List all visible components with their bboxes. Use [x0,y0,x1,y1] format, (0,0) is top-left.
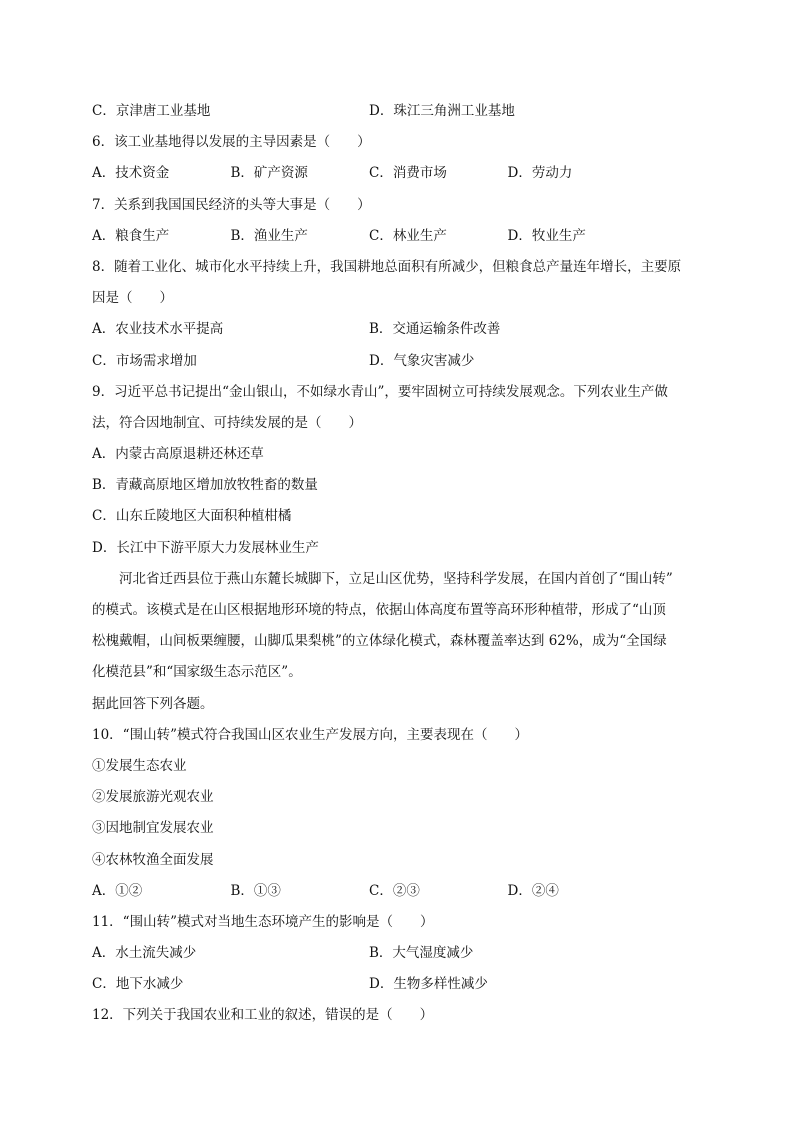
q9-stem-line-2: 法，符合因地制宜、可持续发展的是（ ） [92,414,362,431]
q10-option-c[interactable]: C．②③ [369,882,420,899]
q10-statement-1: ①发展生态农业 [92,757,187,774]
q10-option-a[interactable]: A．①② [92,882,143,899]
q10-options [92,876,708,907]
q8-options-row-1 [92,314,708,345]
q7-option-c[interactable]: C．林业生产 [369,227,447,244]
q5-option-d[interactable]: D．珠江三角洲工业基地 [369,103,515,119]
q7-option-a[interactable]: A．粮食生产 [92,227,170,244]
q11-option-c[interactable]: C．地下水减少 [92,976,184,993]
q7-option-d[interactable]: D．牧业生产 [507,227,586,244]
q6-option-c[interactable]: C．消费市场 [369,165,447,182]
q11-options-row-2 [92,969,708,1000]
q10-stem: 10．“围山转”模式符合我国山区农业生产发展方向，主要表现在（ ） [92,726,528,743]
q8-stem-line-2: 因是（ ） [92,290,173,307]
q10-statement-3: ③因地制宜发展农业 [92,820,214,837]
q7-option-b[interactable]: B．渔业生产 [230,227,308,244]
q10-option-b[interactable]: B．①③ [230,882,281,899]
q9-option-a[interactable]: A．内蒙古高原退耕还林还草 [92,446,264,463]
q7-stem: 7．关系到我国国民经济的头等大事是（ ） [92,196,371,213]
q8-option-d[interactable]: D．气象灾害减少 [369,352,475,369]
q8-options-row-2 [92,346,708,377]
q11-option-b[interactable]: B．大气湿度减少 [369,945,474,962]
q11-options-row-1 [92,938,708,969]
q6-stem: 6．该工业基地得以发展的主导因素是（ ） [92,134,371,151]
q10-option-d[interactable]: D．②④ [507,882,559,899]
q10-statement-2: ②发展旅游光观农业 [92,789,214,806]
q8-stem-line-1: 8．随着工业化、城市化水平持续上升，我国耕地总面积有所减少，但粮食总产量连年增长，主要原 [92,258,682,275]
q9-option-d[interactable]: D．长江中下游平原大力发展林业生产 [92,539,319,556]
q6-options [92,158,708,189]
q6-option-b[interactable]: B．矿产资源 [230,165,308,182]
passage-line-2: 的模式。该模式是在山区根据地形环境的特点，依据山体高度布置等高环形种植带，形成了“山顶 [92,602,666,618]
q6-option-d[interactable]: D．劳动力 [507,165,573,182]
q11-option-a[interactable]: A．水土流失减少 [92,945,197,962]
q8-option-c[interactable]: C．市场需求增加 [92,352,197,369]
q9-option-c[interactable]: C．山东丘陵地区大面积种植柑橘 [92,508,292,525]
q8-option-a[interactable]: A．农业技术水平提高 [92,321,224,338]
q9-stem-line-1: 9．习近平总书记提出“金山银山，不如绿水青山”，要牢固树立可持续发展观念。下列农业生产做 [92,383,668,400]
q8-option-b[interactable]: B．交通运输条件改善 [369,321,501,338]
q10-statement-4: ④农林牧渔全面发展 [92,851,214,868]
q9-option-b[interactable]: B．青藏高原地区增加放牧牲畜的数量 [92,477,318,494]
passage-line-3: 松槐戴帽，山间板栗缠腰，山脚瓜果梨桃”的立体绿化模式，森林覆盖率达到 62%，成为“全国绿 [92,633,667,650]
q12-stem: 12．下列关于我国农业和工业的叙述，错误的是（ ） [92,1007,434,1024]
passage-prompt: 据此回答下列各题。 [92,695,214,712]
passage-line-4: 化模范县”和“国家级生态示范区”。 [92,664,302,681]
q11-stem: 11．“围山转”模式对当地生态环境产生的影响是（ ） [92,913,434,930]
exam-page [92,96,708,1032]
reading-passage [92,564,708,689]
q11-option-d[interactable]: D．生物多样性减少 [369,976,488,993]
q5-option-c[interactable]: C．京津唐工业基地 [92,103,211,119]
q6-option-a[interactable]: A．技术资金 [92,165,170,182]
q7-options [92,221,708,252]
passage-line-1: 河北省迁西县位于燕山东麓长城脚下，立足山区优势，坚持科学发展，在国内首创了“围山转” [119,570,673,587]
q5-options [92,96,708,127]
